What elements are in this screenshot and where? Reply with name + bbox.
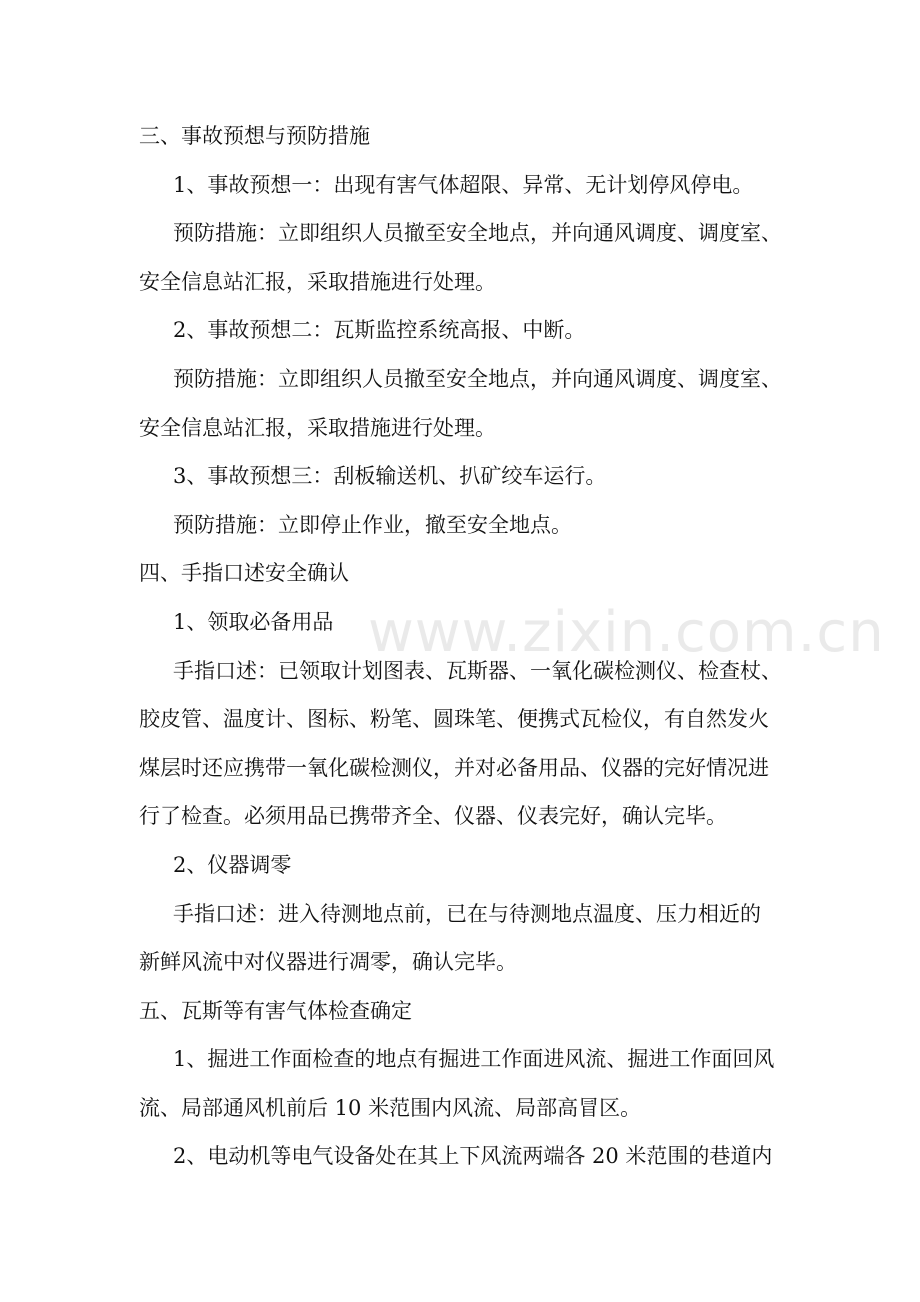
text-line: 预防措施：立即组织人员撤至安全地点，并向通风调度、调度室、 (173, 221, 782, 246)
text-line: 煤层时还应携带一氧化碳检测仪，并对必备用品、仪器的完好情况进 (139, 755, 769, 780)
text-line: 预防措施：立即组织人员撤至安全地点，并向通风调度、调度室、 (173, 366, 782, 391)
text-line: 2、电动机等电气设备处在其上下风流两端各 20 米范围的巷道内 (173, 1144, 773, 1169)
text-line: 五、瓦斯等有害气体检查确定 (139, 998, 412, 1023)
text-line: 2、仪器调零 (173, 852, 292, 877)
text-line: 1、掘进工作面检查的地点有掘进工作面进风流、掘进工作面回风 (173, 1047, 775, 1072)
text-line: 三、事故预想与预防措施 (139, 124, 370, 148)
watermark: www.zixin.com.cn (368, 600, 885, 665)
text-line: 1、事故预想一：出现有害气体超限、异常、无计划停风停电。 (173, 172, 754, 197)
text-line: 2、事故预想二：瓦斯监控系统高报、中断。 (173, 318, 586, 343)
text-line: 手指口述：已领取计划图表、瓦斯器、一氧化碳检测仪、检查杖、 (173, 658, 782, 683)
text-line: 四、手指口述安全确认 (139, 561, 349, 586)
text-line: 行了检查。必须用品已携带齐全、仪器、仪表完好，确认完毕。 (139, 804, 727, 829)
text-line: 流、局部通风机前后 10 米范围内风流、局部高冒区。 (139, 1095, 642, 1120)
text-line: 手指口述：进入待测地点前，已在与待测地点温度、压力相近的 (173, 901, 761, 926)
text-line: 胶皮管、温度计、图标、粉笔、圆珠笔、便携式瓦检仪，有自然发火 (139, 707, 769, 732)
text-line: 安全信息站汇报，采取措施进行处理。 (139, 269, 496, 294)
text-line: 安全信息站汇报，采取措施进行处理。 (139, 415, 496, 440)
text-line: 3、事故预想三：刮板输送机、扒矿绞车运行。 (173, 464, 607, 489)
document-body (139, 112, 789, 1181)
text-line: 预防措施：立即停止作业，撤至安全地点。 (173, 512, 572, 537)
text-line: 1、领取必备用品 (173, 609, 334, 634)
text-line: 新鲜风流中对仪器进行凋零，确认完毕。 (139, 950, 517, 975)
